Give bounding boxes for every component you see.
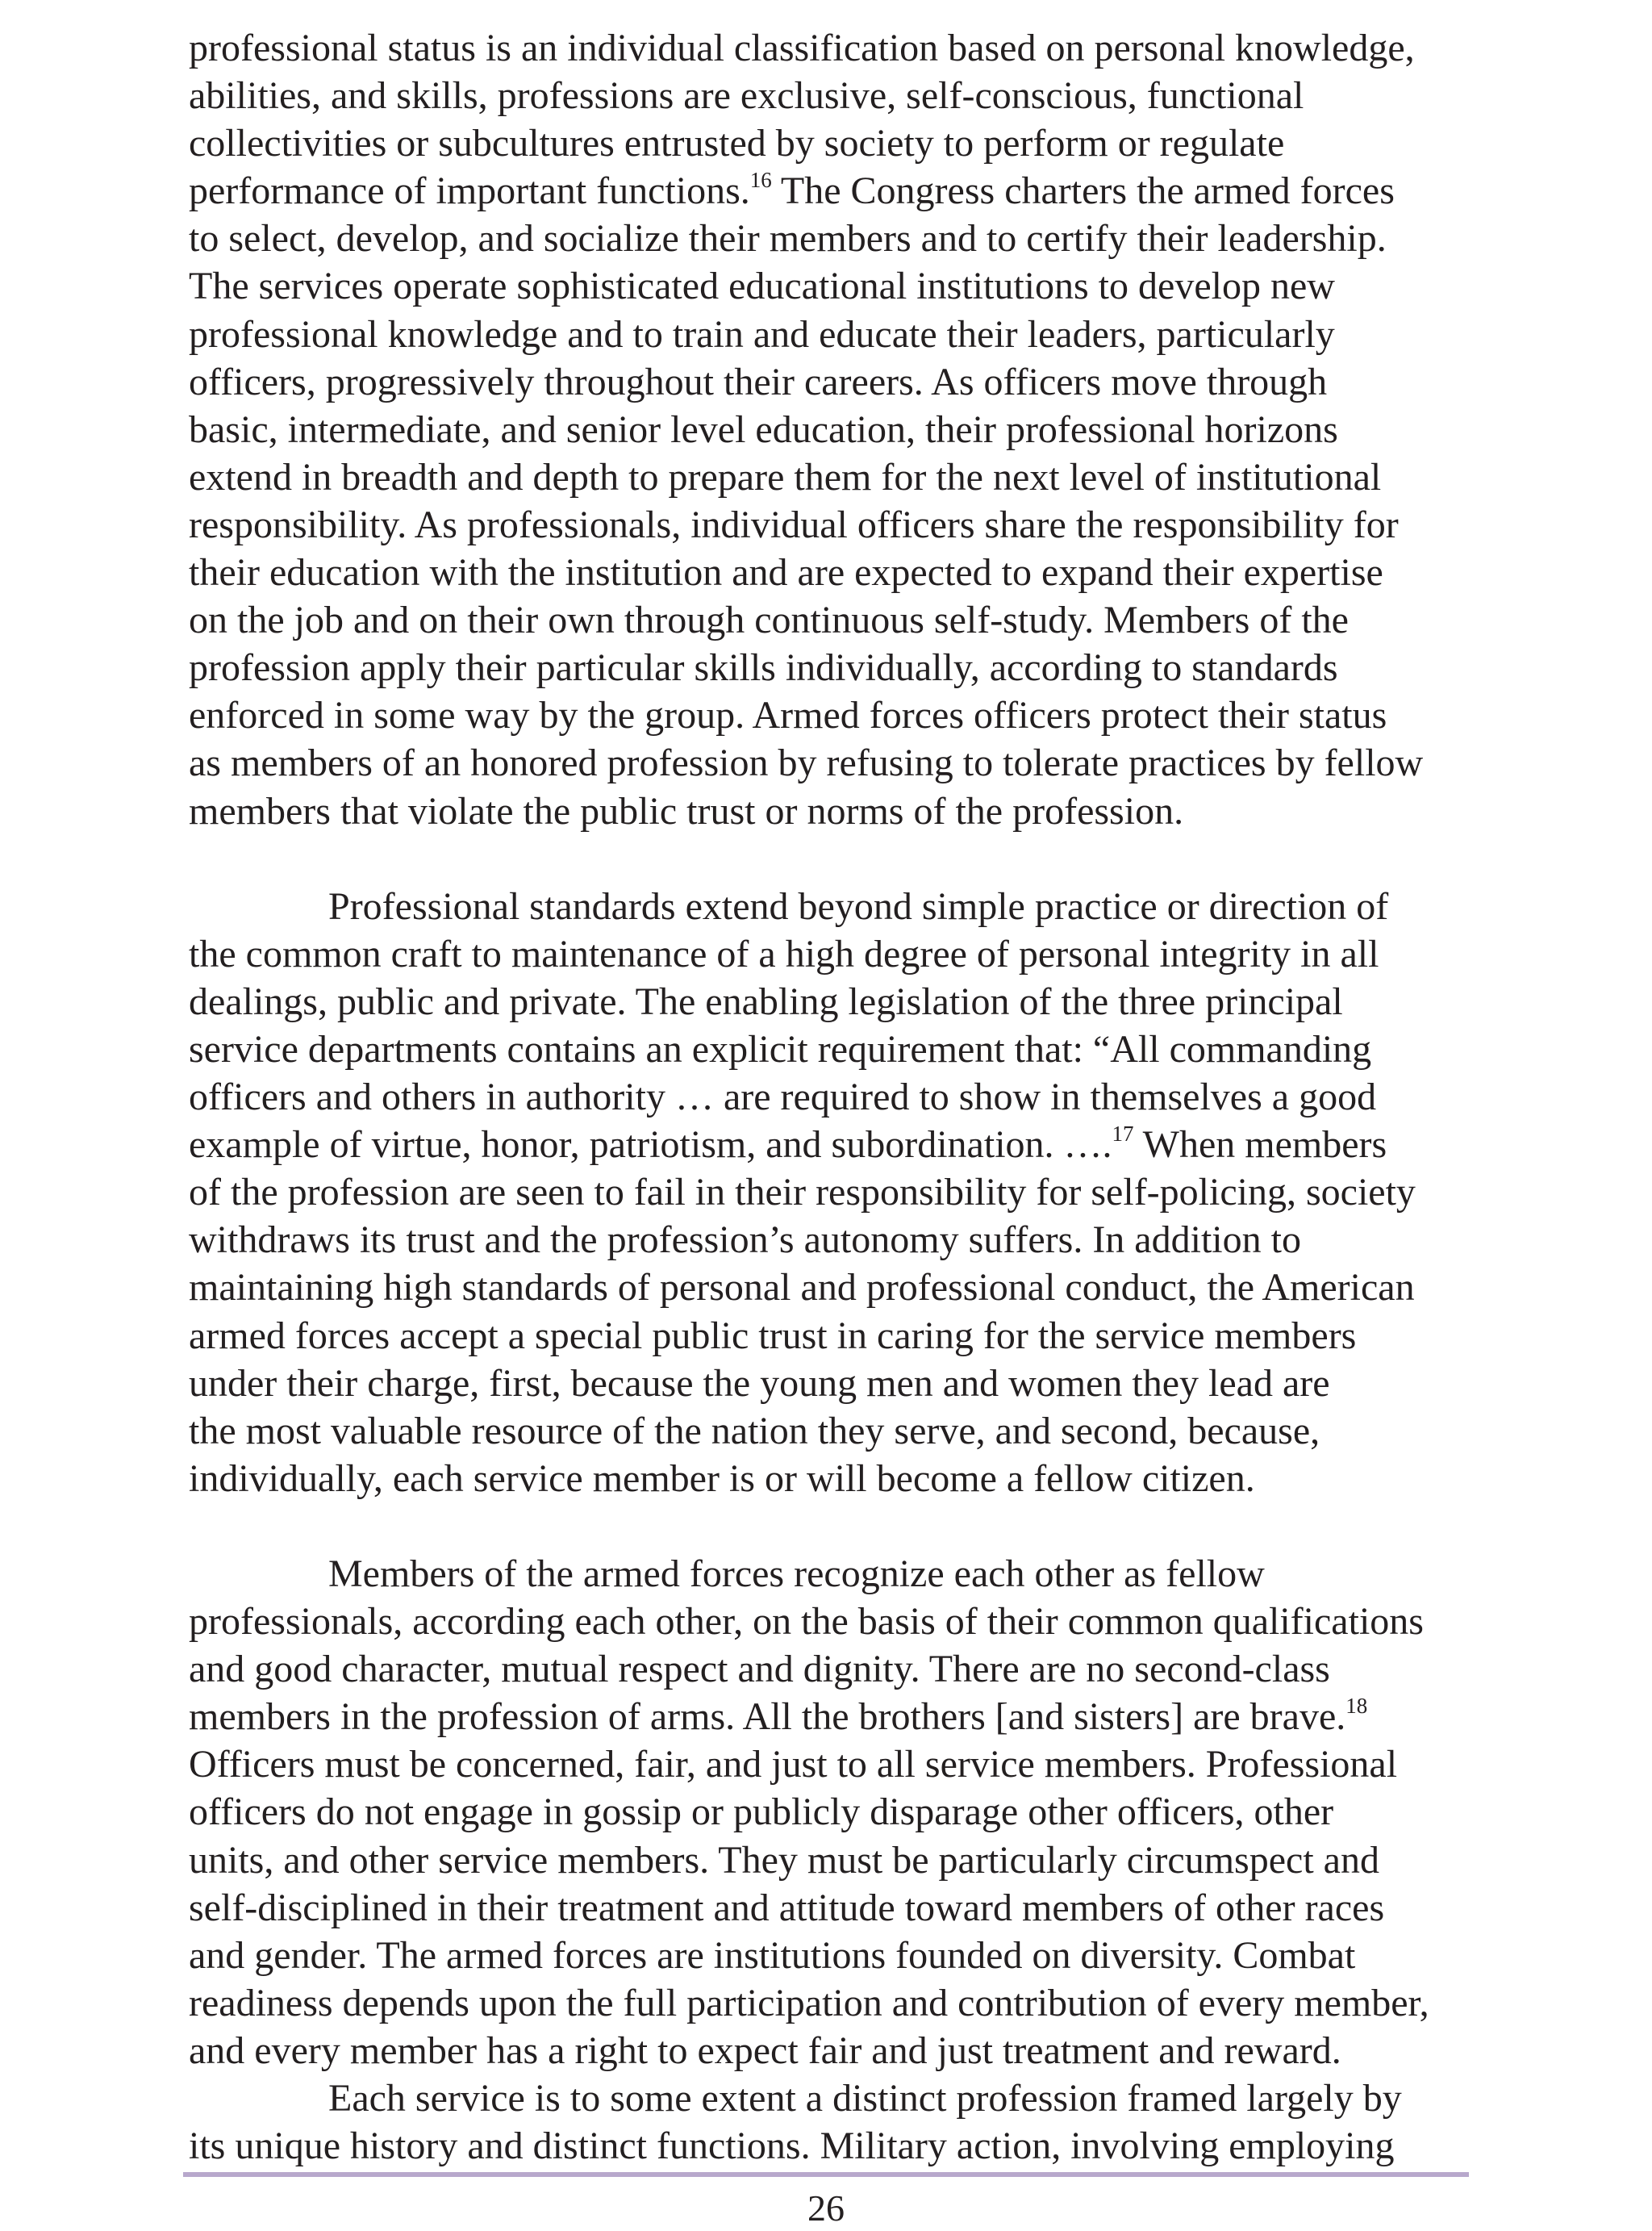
text-line: service departments contains an explicit requirement that: “All commanding <box>189 1027 1372 1071</box>
paragraph-gap <box>189 835 1471 883</box>
text-line: profession apply their particular skills individually, according to standards <box>189 646 1338 690</box>
text-line: their education with the institution and are expected to expand their expertise <box>189 551 1383 595</box>
text-line: the most valuable resource of the nation they serve, and second, because, <box>189 1409 1320 1452</box>
text-line: basic, intermediate, and senior level education, their professional horizons <box>189 407 1338 451</box>
text-line: under their charge, first, because the young men and women they lead are <box>189 1361 1330 1405</box>
text-line: responsibility. As professionals, individual officers share the responsibility for <box>189 503 1399 546</box>
footer-rule <box>183 2172 1469 2177</box>
text-line <box>189 1121 1471 1168</box>
text-line: Professional standards extend beyond simple practice or direction of <box>328 884 1389 928</box>
footnote-marker-18: 18 <box>1345 1694 1368 1719</box>
paragraph-professional-status <box>189 24 1471 835</box>
text-line: members that violate the public trust or norms of the profession. <box>189 789 1184 833</box>
text-line <box>189 1693 1471 1740</box>
text-line: its unique history and distinct functions. Military action, involving employing <box>189 2124 1395 2168</box>
text-line: officers, progressively throughout their careers. As officers move through <box>189 360 1328 403</box>
text-line: enforced in some way by the group. Armed forces officers protect their status <box>189 694 1387 737</box>
text-line: of the profession are seen to fail in their responsibility for self-policing, society <box>189 1171 1416 1214</box>
text-fragment: performance of important functions. <box>189 169 750 213</box>
text-line: individually, each service member is or will become a fellow citizen. <box>189 1456 1255 1500</box>
text-line: Officers must be concerned, fair, and just to all service members. Professional <box>189 1743 1398 1786</box>
text-line: The services operate sophisticated educational institutions to develop new <box>189 265 1335 308</box>
text-line: collectivities or subcultures entrusted by society to perform or regulate <box>189 122 1285 165</box>
text-line: dealings, public and private. The enabling legislation of the three principal <box>189 980 1343 1023</box>
text-line: and good character, mutual respect and dignity. There are no second-class <box>189 1648 1330 1691</box>
text-line: Members of the armed forces recognize each other as fellow <box>328 1552 1265 1595</box>
text-line: armed forces accept a special public trust in caring for the service members <box>189 1314 1357 1357</box>
paragraph-gap <box>189 1502 1471 1550</box>
text-line: abilities, and skills, professions are exclusive, self-conscious, functional <box>189 74 1304 118</box>
text-line: Each service is to some extent a distinct profession framed largely by <box>328 2077 1402 2120</box>
text-line: as members of an honored profession by refusing to tolerate practices by fellow <box>189 742 1424 785</box>
text-line: self-disciplined in their treatment and attitude toward members of other races <box>189 1886 1385 1929</box>
text-line: professionals, according each other, on the basis of their common qualifications <box>189 1600 1424 1644</box>
paragraph-professional-standards <box>189 883 1471 1502</box>
text-line: units, and other service members. They must be particularly circumspect and <box>189 1838 1379 1882</box>
text-line: to select, develop, and socialize their members and to certify their leadership. <box>189 217 1387 261</box>
text-fragment: When members <box>1133 1123 1387 1167</box>
page-number: 26 <box>807 2187 845 2229</box>
body-text <box>189 24 1471 2170</box>
text-line: professional knowledge and to train and educate their leaders, particularly <box>189 312 1335 356</box>
paragraph-members-recognize <box>189 1550 1471 2074</box>
text-line <box>189 167 1471 215</box>
text-fragment: members in the profession of arms. All the brothers [and sisters] are brave. <box>189 1695 1346 1739</box>
text-fragment: The Congress charters the armed forces <box>771 169 1395 213</box>
text-line: readiness depends upon the full participation and contribution of every member, <box>189 1981 1429 2024</box>
text-line: professional status is an individual classification based on personal knowledge, <box>189 27 1415 69</box>
footnote-marker-17: 17 <box>1112 1121 1134 1146</box>
paragraph-each-service <box>189 2074 1471 2170</box>
text-line: and gender. The armed forces are institutions founded on diversity. Combat <box>189 1933 1356 1977</box>
text-line: extend in breadth and depth to prepare them for the next level of institutional <box>189 455 1382 499</box>
text-line: maintaining high standards of personal and professional conduct, the American <box>189 1266 1415 1310</box>
text-line: officers and others in authority … are required to show in themselves a good <box>189 1076 1377 1119</box>
text-line: withdraws its trust and the profession’s autonomy suffers. In addition to <box>189 1218 1301 1262</box>
footnote-marker-16: 16 <box>749 168 772 193</box>
text-line: on the job and on their own through continuous self-study. Members of the <box>189 599 1349 642</box>
text-line: and every member has a right to expect fair and just treatment and reward. <box>189 2028 1341 2072</box>
text-fragment: example of virtue, honor, patriotism, and subordination. …. <box>189 1123 1112 1167</box>
text-line: officers do not engage in gossip or publicly disparage other officers, other <box>189 1790 1334 1834</box>
text-line: the common craft to maintenance of a high degree of personal integrity in all <box>189 932 1379 976</box>
